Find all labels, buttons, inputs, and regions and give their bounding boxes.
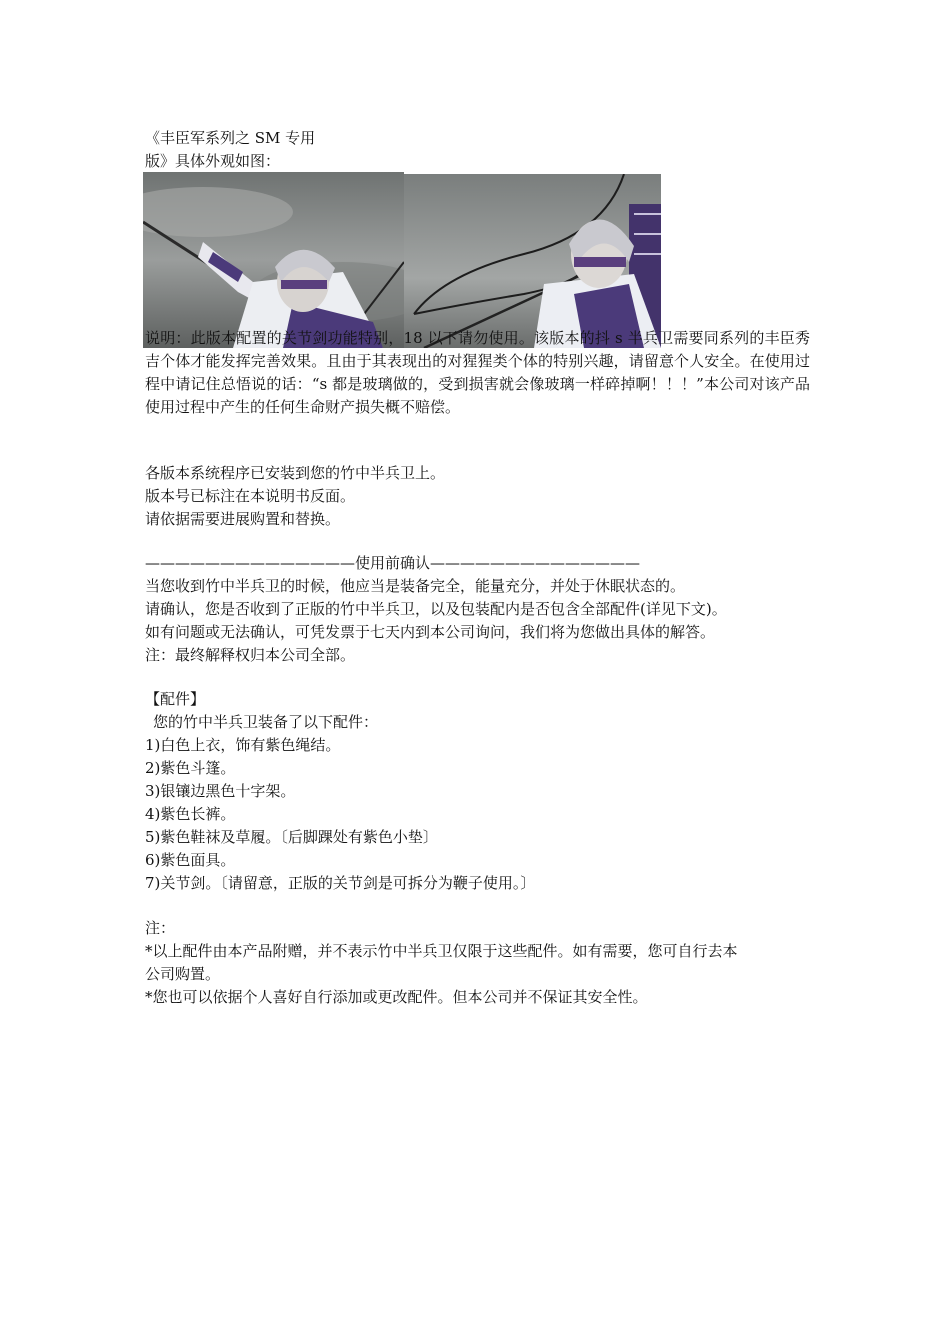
notes-label: 注： bbox=[145, 919, 176, 937]
notes-line-2: *您也可以依据个人喜好自行添加或更改配件。但本公司并不保证其安全性。 bbox=[145, 988, 648, 1006]
title-line-1: 《丰臣军系列之 SM 专用 bbox=[145, 129, 316, 147]
install-line-2: 版本号已标注在本说明书反面。 bbox=[145, 487, 356, 505]
confirm-line-3: 如有问题或无法确认，可凭发票于七天内到本公司询问，我们将为您做出具体的解答。 bbox=[145, 623, 716, 641]
accessories-intro: 您的竹中半兵卫装备了以下配件： bbox=[153, 713, 379, 731]
accessory-item-5: 5)紫色鞋袜及草履。〔后脚踝处有紫色小垫〕 bbox=[145, 828, 438, 846]
accessory-item-7: 7)关节剑。〔请留意，正版的关节剑是可拆分为鞭子使用。〕 bbox=[145, 874, 536, 892]
notes-line-1a: *以上配件由本产品附赠，并不表示竹中半兵卫仅限于这些配件。如有需要，您可自行去本 bbox=[145, 942, 738, 960]
accessory-item-3: 3)银镶边黑色十字架。 bbox=[145, 782, 296, 800]
title-line-2: 版》具体外观如图： bbox=[145, 152, 281, 170]
accessories-heading: 【配件】 bbox=[145, 690, 206, 708]
install-line-1: 各版本系统程序已安装到您的竹中半兵卫上。 bbox=[145, 464, 446, 482]
notice-paragraph: 说明：此版本配置的关节剑功能特别，18 以下请勿使用。该版本的抖 s 半兵卫需要同系列的丰臣秀吉个体才能发挥完善效果。且由于其表现出的对猩猩类个体的特别兴趣，请留意个人安全。在使用过程中请记住总悟说的话：“s 都是玻璃做的，受到损害就会像玻璃一样碎掉啊！！！”本公司对该产品使用过程中产生的任何生命财产损失概不赔偿。 bbox=[145, 329, 810, 416]
accessory-item-6: 6)紫色面具。 bbox=[145, 851, 236, 869]
confirm-divider: ——————————————使用前确认—————————————— bbox=[145, 554, 641, 572]
accessory-item-2: 2)紫色斗篷。 bbox=[145, 759, 236, 777]
notes-line-1b: 公司购置。 bbox=[145, 965, 221, 983]
confirm-line-1: 当您收到竹中半兵卫的时候，他应当是装备完全，能量充分，并处于休眠状态的。 bbox=[145, 577, 686, 595]
install-line-3: 请依据需要进展购置和替换。 bbox=[145, 510, 341, 528]
accessory-item-4: 4)紫色长裤。 bbox=[145, 805, 236, 823]
confirm-line-2: 请确认，您是否收到了正版的竹中半兵卫，以及包装配内是否包含全部配件(详见下文)。 bbox=[145, 600, 727, 618]
confirm-line-4: 注：最终解释权归本公司全部。 bbox=[145, 646, 356, 664]
character-photo-right bbox=[404, 174, 661, 348]
character-photo-left bbox=[143, 172, 404, 348]
accessory-item-1: 1)白色上衣，饰有紫色绳结。 bbox=[145, 736, 341, 754]
